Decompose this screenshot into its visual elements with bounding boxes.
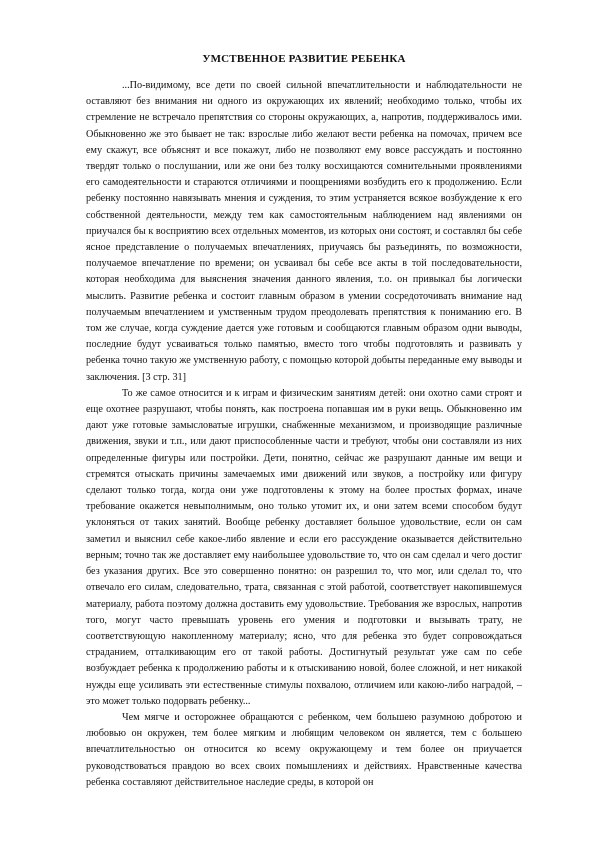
paragraph-1: ...По-видимому, все дети по своей сильной впечатлительности и наблюдательности не оставляют без внимания ни одного из окружающих их явлений; необходимо только, чтобы их стремление не встречало препятствия со стороны окружающих, а, напротив, поддерживалось ими. Обыкновенно же это бывает не так: взрослые либо желают вести ребенка на помочах, причем все ему скажут, все объяснят и все покажут, либо не позволяют ему вовсе рассуждать и постоянно твердят только о послушании, или же они без толку восхищаются сомнительными проявлениями его самодеятельности и стараются отличиями и поощрениями возбудить его к продолжению. Если ребенку постоянно навязывать мнения и суждения, то этим устраняется всякое возбуждение к его собственной деятельности, между тем как самостоятельным наблюдением над явлениями он приучался бы к восприятию всех отдельных моментов, из которых они состоят, и составлял бы себе ясное представление о получаемых впечатлениях, приучаясь бы разъединять, по возможности, получаемое впечатление по времени; он усваивал бы себе все акты в той последовательности, которая необходима для выяснения значения данного явления, т.о. он привыкал бы логически мыслить. Развитие ребенка и состоит главным образом в умении сосредоточивать внимание над получаемым впечатлением и умственным трудом преодолевать препятствия к пониманию его. В том же случае, когда суждение дается уже готовым и сообщаются главным образом одни выводы, последние будут усваиваться только памятью, вместо того чтобы подготовлять и развивать у ребенка точно такую же умственную работу, с помощью которой добыты переданные ему выводы и заключения. [3 стр. 31] [86,80,522,383]
document-page [86,52,522,791]
paragraph-2: То же самое относится и к играм и физическим занятиям детей: они охотно сами строят и еще охотнее разрушают, чтобы понять, как построена попавшая им в руки вещь. Обыкновенно им дают уже готовые замысловатые игрушки, снабженные механизмом, и производящие различные движения, звуки и т.п., или дают приспособленные части и требуют, чтобы они составляли из них определенные фигуры или постройки. Дети, понятно, сейчас же разрушают данные им вещи и стремятся отыскать причины замечаемых ими движений или звуков, а постройку или фигуру сделают только тогда, когда они уже подготовлены к этому на более простых формах, иначе требование окажется невыполнимым, оно только утомит их, и они затем всеми способом будут уклоняться от таких занятий. Вообще ребенку доставляет большое удовольствие, если он сам заметил и выяснил себе какое-либо явление и если его рассуждение оказывается действительно верным; точно так же доставляет ему наибольшее удовольствие то, что он сам сделал и чего достиг без указания других. Все это совершенно понятно: он разрешил то, что мог, или сделал то, что отвечало его силам, следовательно, трата, связанная с этой работой, соответствует накопившемуся материалу, работа поэтому должна доставить ему удовольствие. Требования же взрослых, напротив того, могут часто превышать уровень его умения и подготовки и вызывать трату, не соответствующую накопленному материалу; ясно, что для ребенка это будет сопровождаться страданием, отталкивающим его от такой работы. Достигнутый результат уже сам по себе возбуждает ребенка к продолжению работы и к отыскиванию новой, более сложной, и нет никакой нужды еще усиливать эти естественные стимулы похвалою, отличием или какою-либо наградой, – это может только подорвать ребенку... [86,387,522,707]
paragraph-3: Чем мягче и осторожнее обращаются с ребенком, чем большею разумною добротою и любовью он окружен, тем более мягким и любящим человеком он является, тем с большею впечатлительностью он относится ко всему окружающему и тем более он приучается руководствоваться правдою во всех своих помышлениях и действиях. Нравственные качества ребенка составляют действительное наследие среды, в которой он [86,711,522,788]
document-title: УМСТВЕННОЕ РАЗВИТИЕ РЕБЕНКА [202,53,406,65]
